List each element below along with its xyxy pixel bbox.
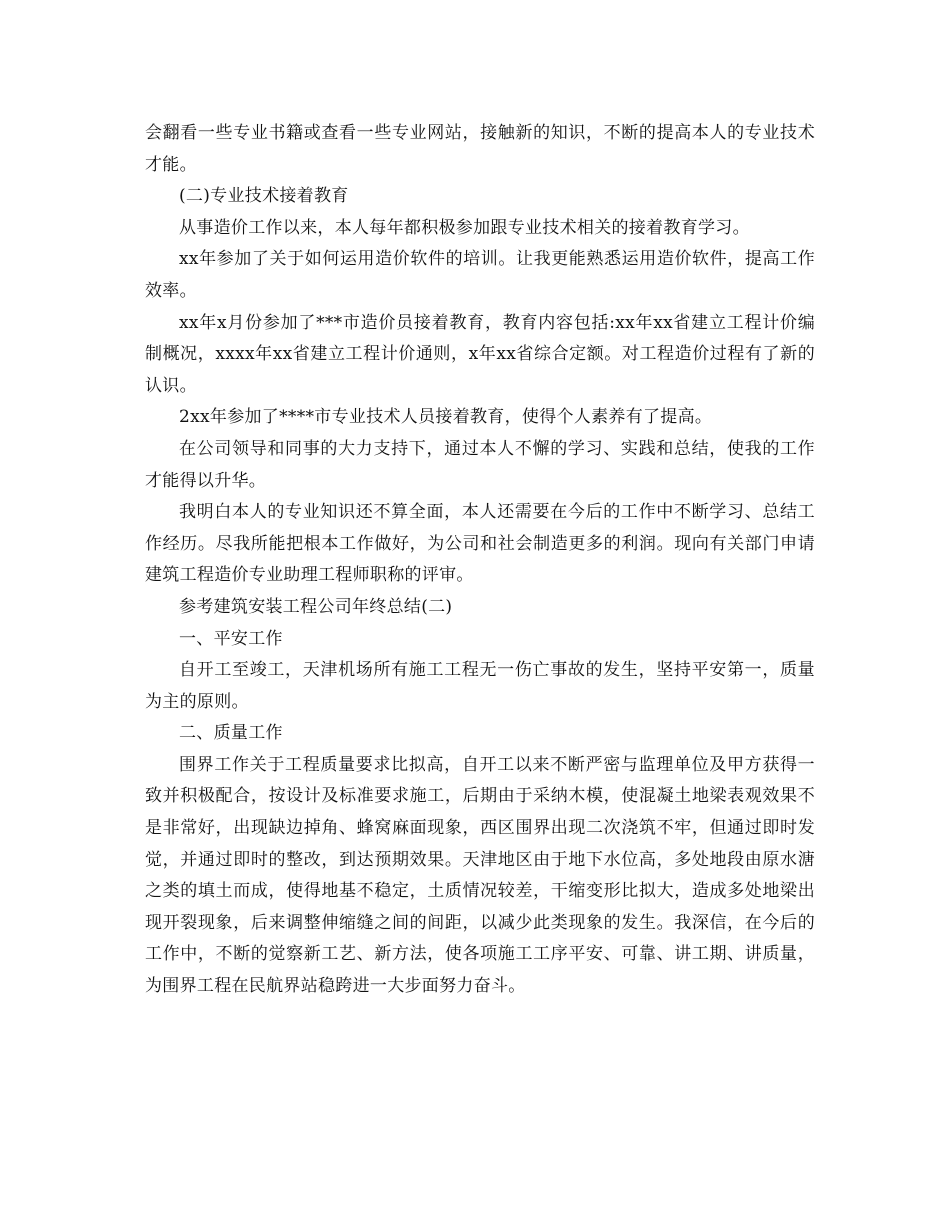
paragraph: 从事造价工作以来，本人每年都积极参加跟专业技术相关的接着教育学习。 (179, 217, 750, 238)
section-heading-safety: 一、平安工作 (179, 628, 283, 649)
section-heading-quality: 二、质量工作 (179, 723, 283, 744)
document-subtitle: 参考建筑安装工程公司年终总结(二) (179, 596, 453, 617)
paragraph: xx年x月份参加了***市造价员接着教育，教育内容包括:xx年xx省建立工程计价编制概况，xxxx年xx省建立工程计价通则，x年xx省综合定额。对工程造价过程有了新的认识。 (145, 312, 815, 396)
section-heading-continuing-education: (二)专业技术接着教育 (179, 186, 349, 207)
paragraph: 自开工至竣工，天津机场所有施工工程无一伤亡事故的发生，坚持平安第一，质量为主的原则。 (145, 660, 815, 712)
paragraph: 在公司领导和同事的大力支持下，通过本人不懈的学习、实践和总结，使我的工作才能得以升华。 (145, 438, 815, 491)
paragraph: xx年参加了关于如何运用造价软件的培训。让我更能熟悉运用造价软件，提高工作效率。 (145, 249, 815, 301)
paragraph-continuation: 会翻看一些专业书籍或查看一些专业网站，接触新的知识，不断的提高本人的专业技术才能。 (145, 123, 815, 175)
paragraph: 2xx年参加了****市专业技术人员接着教育，使得个人素养有了提高。 (179, 407, 713, 428)
document-page (145, 118, 815, 1003)
paragraph: 围界工作关于工程质量要求比拟高，自开工以来不断严密与监理单位及甲方获得一致并积极配合，按设计及标准要求施工，后期由于采纳木模，使混凝土地梁表观效果不是非常好，出现缺边掉角、蜂窝麻面现象，西区围界出现二次浇筑不牢，但通过即时发觉，并通过即时的整改，到达预期效果。天津地区由于地下水位高，多处地段由原水溏之类的填土而成，使得地基不稳定，土质情况较差，干缩变形比拟大，造成多处地梁出现开裂现象，后来调整伸缩缝之间的间距，以减少此类现象的发生。我深信，在今后的工作中，不断的觉察新工艺、新方法，使各项施工工序平安、可靠、讲工期、讲质量，为围界工程在民航界站稳跨进一大步面努力奋斗。 (145, 754, 815, 997)
paragraph: 我明白本人的专业知识还不算全面，本人还需要在今后的工作中不断学习、总结工作经历。尽我所能把根本工作做好，为公司和社会制造更多的利润。现向有关部门申请建筑工程造价专业助理工程师职称的评审。 (145, 502, 815, 586)
